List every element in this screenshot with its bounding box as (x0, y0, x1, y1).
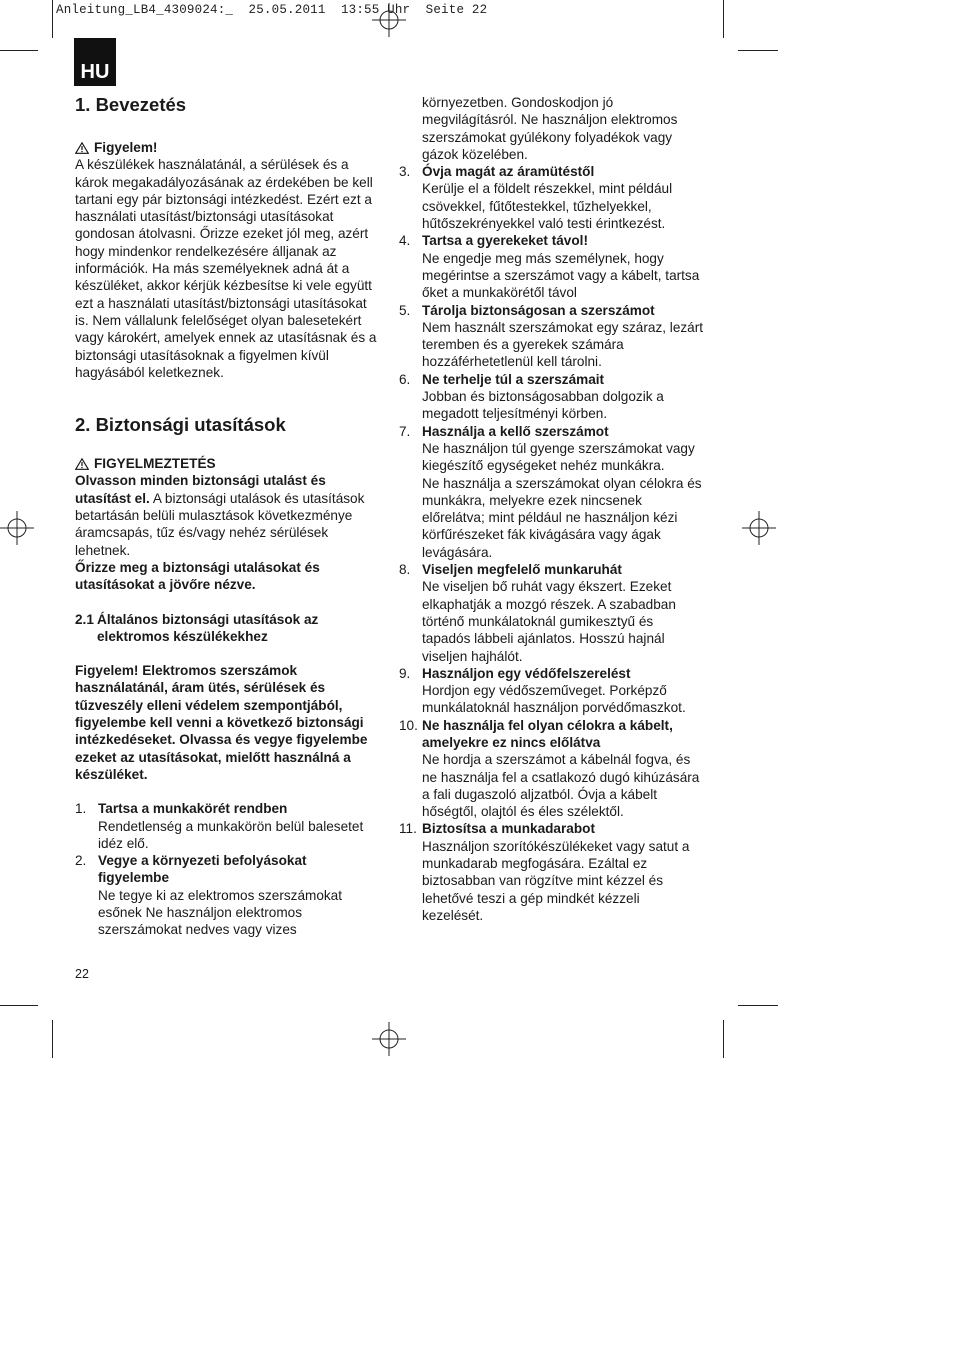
safety-lead-paragraph (75, 472, 380, 558)
item-number: 11. (399, 821, 417, 837)
registration-mark-icon (742, 511, 776, 545)
section-title: 1. Bevezetés (75, 94, 187, 115)
item-title: Tartsa a munkakörét rendben (98, 801, 288, 817)
safety-list-left (75, 800, 380, 938)
item-text: Kerülje el a földelt részekkel, mint például csövekkel, fűtőtestekkel, tűzhelyekkel, hűtőszekrényekkel való testi érintkezést. (422, 181, 673, 232)
list-item (399, 561, 704, 665)
crop-mark (52, 1020, 53, 1058)
item-number: 10. (399, 717, 418, 733)
item-text: Ne viseljen bő ruhát vagy ékszert. Ezeket elkaphatják a mozgó részek. A szabadban történő munkálatoknál gumikesztyű és tapadós lábbeli ajánlatos. Hosszú hajnál viseljen hajhálót. (422, 579, 676, 664)
crop-mark (0, 50, 38, 51)
safety-lead-bold: Olvasson minden biztonsági utalást és utasítást el. (75, 473, 326, 506)
list-item (399, 820, 704, 924)
list-item (399, 423, 704, 561)
item-text: Ne tegye ki az elektromos szerszámokat esőnek Ne használjon elektromos szerszámokat nedves vagy vizes (98, 887, 343, 938)
subsection-title: Általános biztonsági utasítások az elektromos készülékekhez (97, 611, 319, 644)
list-item (399, 665, 704, 717)
keep-instructions: Őrizze meg a biztonsági utalásokat és utasításokat a jövőre nézve. (75, 559, 320, 593)
warning-heading (75, 455, 380, 472)
item-text: Nem használt szerszámokat egy száraz, lezárt teremben és a gyerekek számára hozzáférhetetlenül kell tárolni. (422, 319, 704, 370)
item-text: Ne engedje meg más személynek, hogy megérintse a szerszámot vagy a kábelt, tartsa őket a munkakörétől távol (422, 250, 700, 301)
warning-label: Figyelem! (94, 140, 158, 155)
item-title: Tartsa a gyerekeket távol! (422, 233, 588, 249)
item-text: Ne hordja a szerszámot a kábelnál fogva, és ne használja fel a csatlakozó dugó kihúzására a fali dugaszoló aljzatból. Óvja a kábelt hőségtől, olajtól és éles szélektől. (422, 752, 700, 820)
item-number: 4. (399, 233, 411, 249)
item-text: Ne használja a szerszámokat olyan célokra és munkákra, melyekre ezek nincsenek előrelátva; mint például ne használjon kézi körfűrészeket fák kivágására vagy ágak levágására. (422, 475, 702, 560)
item-title: Használjon egy védőfelszerelést (422, 665, 631, 681)
item-text: Rendetlenség a munkakörön belül balesetet idéz elő. (98, 818, 364, 851)
print-slug: Anleitung_LB4_4309024:_ 25.05.2011 13:55 Uhr Seite 22 (56, 3, 488, 17)
attention-paragraph: Figyelem! Elektromos szerszámok használatánál, áram ütés, sérülések és tűzveszély elleni védelem szempontjából, figyelembe kell venni a következő biztonsági intézkedéseket. Olvassa és vegye figyelembe ezeket az utasításokat, mielőtt használná a készüléket. (75, 663, 368, 782)
language-badge: HU (74, 38, 116, 86)
item-number: 2. (75, 853, 87, 869)
item-text: Jobban és biztonságosabban dolgozik a megadott teljesítményi körben. (422, 389, 664, 422)
warning-heading (75, 139, 380, 156)
section-title: 2. Biztonsági utasítások (75, 414, 286, 436)
item-title: Használja a kellő szerszámot (422, 423, 609, 439)
crop-mark (723, 1020, 724, 1058)
warning-label: FIGYELMEZTETÉS (94, 456, 216, 472)
item-number: 1. (75, 801, 87, 817)
safety-list-right (399, 163, 704, 924)
registration-mark-icon (372, 3, 406, 37)
warning-triangle-icon (75, 142, 89, 154)
item-text: Hordjon egy védőszeműveget. Porképző munkálatoknál használjon porvédőmaszkot. (422, 683, 686, 716)
subsection-heading (75, 611, 380, 646)
item-number: 8. (399, 562, 411, 578)
list-item (399, 371, 704, 423)
list-item (399, 302, 704, 371)
subsection-number: 2.1 (75, 611, 94, 627)
crop-mark (52, 0, 53, 38)
crop-mark (738, 1005, 778, 1006)
warning-triangle-icon (75, 458, 89, 470)
intro-paragraph: A készülékek használatánál, a sérülések és a károk megakadályozásának az érdekében be kell tartani egy pár biztonsági intézkedést. Ezért ezt a használati utasítást/biztonsági utasításokat gondosan átolvasni. Őrizze ezeket jól meg, azért hogy mindenkor rendelkezésére álljanak az információk. Ha más személyeknek adná át a készüléket, akkor kérjük kézbesítse ki vele együtt ezt a használati utasítást/biztonsági utasításokat is. Nem vállalunk felelőséget olyan balesetekért vagy károkért, amelyek ennek az utasításnak és a biztonsági utasításoknak a figyelmen kívül hagyásából keletkeznek. (75, 157, 377, 380)
item-title: Viseljen megfelelő munkaruhát (422, 562, 622, 578)
list-item (399, 717, 704, 821)
list-item (75, 800, 380, 852)
registration-mark-icon (0, 511, 34, 545)
item-text: Használjon szorítókészülékeket vagy satut a munkadarab megfogására. Ezáltal ez biztosabban van rögzítve mint kézzel és lehetővé teszi a gép mindkét kézzeli kezelését. (422, 838, 690, 923)
item-number: 3. (399, 164, 411, 180)
continuation-text: környezetben. Gondoskodjon jó megvilágításról. Ne használjon elektromos szerszámokat gyúlékony folyadékok vagy gázok közelében. (422, 95, 678, 162)
item-number: 7. (399, 423, 411, 439)
item-number: 6. (399, 371, 411, 387)
left-column (75, 94, 380, 939)
item-text: Ne használjon túl gyenge szerszámokat vagy kiegészítő egységeket nehéz munkákra. (422, 440, 695, 474)
crop-mark (723, 0, 724, 38)
crop-mark (738, 50, 778, 51)
list-item (75, 852, 380, 938)
list-item (399, 163, 704, 232)
item-title: Tárolja biztonságosan a szerszámot (422, 302, 655, 318)
item-title: Óvja magát az áramütéstől (422, 164, 595, 180)
item-number: 5. (399, 302, 411, 318)
right-column (399, 94, 704, 924)
registration-mark-icon (372, 1022, 406, 1056)
crop-mark (0, 1005, 38, 1006)
page-number: 22 (75, 967, 89, 981)
item-title: Biztosítsa a munkadarabot (422, 821, 595, 837)
item-title: Vegye a környezeti befolyásokat figyelembe (98, 853, 307, 886)
safety-lead-rest: A biztonsági utalások és utasítások betartásán belüli mulasztások következménye áramcsapás, tűz és/vagy nehéz sérülések lehetnek. (75, 490, 365, 558)
item-number: 9. (399, 665, 411, 681)
item-title: Ne terhelje túl a szerszámait (422, 371, 605, 387)
item-title: Ne használja fel olyan célokra a kábelt, amelyekre ez nincs előlátva (422, 717, 673, 750)
list-item (399, 232, 704, 301)
